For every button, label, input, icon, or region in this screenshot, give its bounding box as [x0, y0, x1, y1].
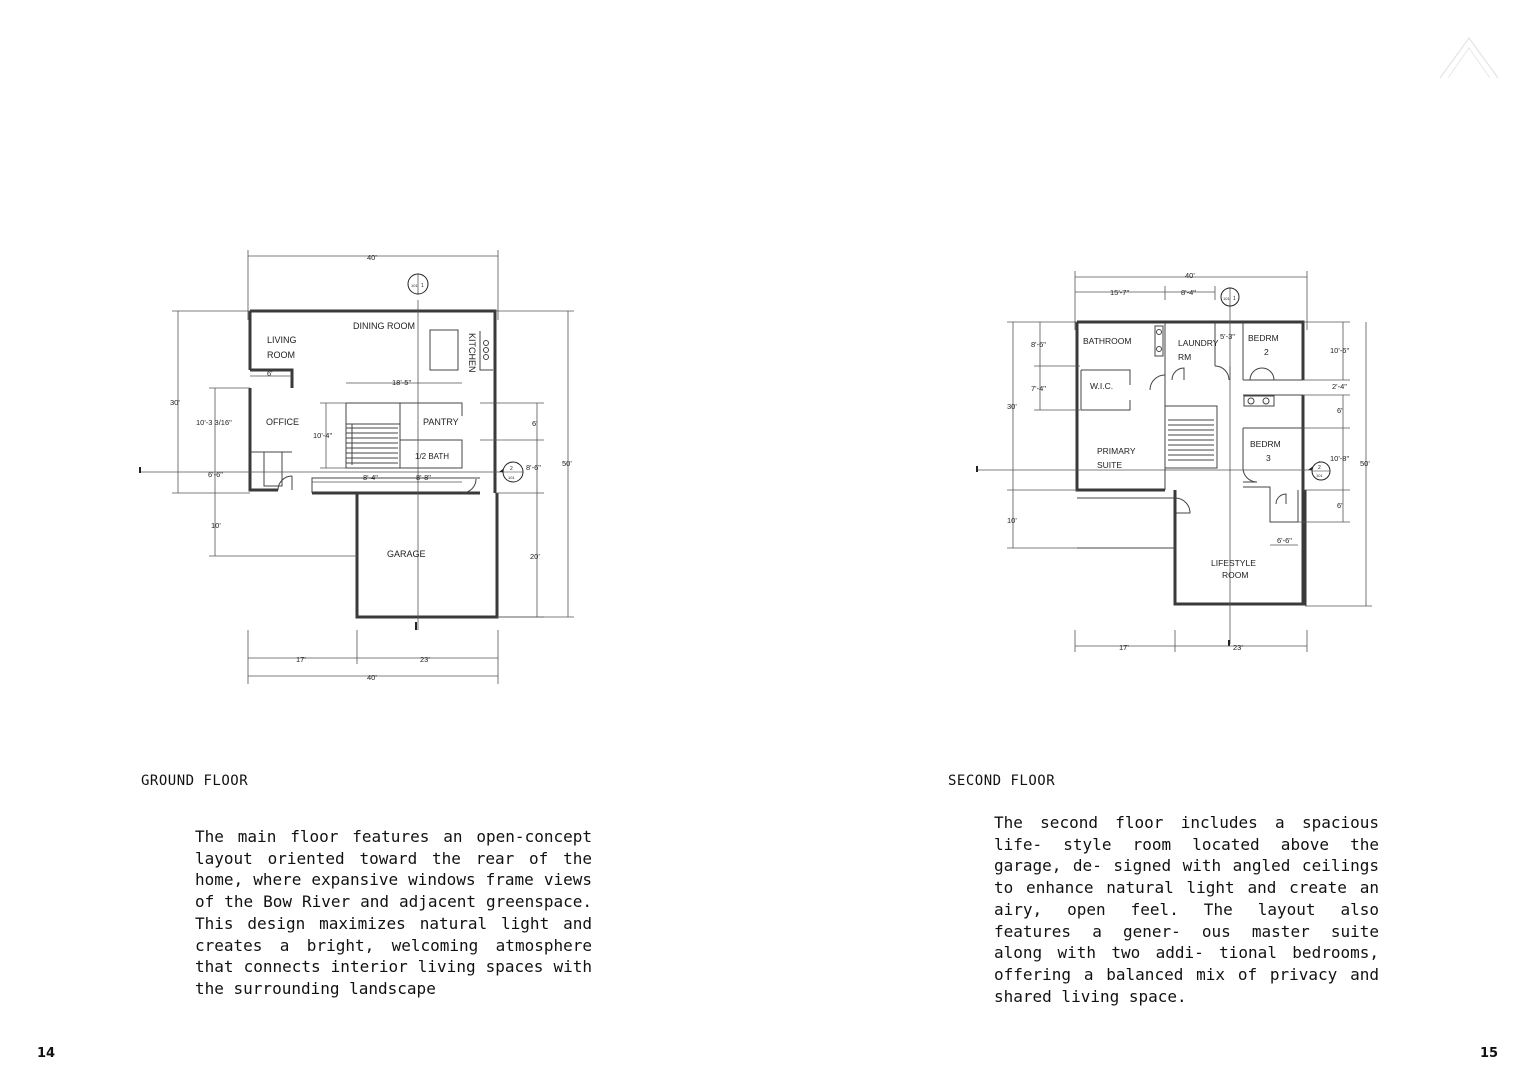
svg-text:6'-6": 6'-6" [208, 470, 223, 479]
svg-text:23': 23' [1233, 643, 1243, 652]
svg-text:17': 17' [1119, 643, 1129, 652]
svg-text:10'-6": 10'-6" [1330, 346, 1350, 355]
svg-text:23': 23' [420, 655, 430, 664]
svg-text:7'-4": 7'-4" [1031, 384, 1046, 393]
second-floor-description: The second floor includes a spacious life- style room located above the garage, de- signed with angled ceilings to enhance natural light and create an airy, open feel. The layout also features a gener- ous master suite along with two addi- tional bedrooms, offering a balanced mix of privacy and shared living space. [994, 813, 1379, 1006]
ground-floor-plan [139, 250, 574, 684]
svg-text:2'-4": 2'-4" [1332, 382, 1347, 391]
svg-text:8'-6": 8'-6" [526, 463, 541, 472]
room-label-lifestyle-2: ROOM [1222, 570, 1249, 580]
svg-text:6'-6": 6'-6" [1277, 536, 1292, 545]
room-label-bedrm2: BEDRM [1248, 333, 1279, 343]
svg-text:10'-8": 10'-8" [1330, 454, 1350, 463]
second-floor-plan [976, 271, 1372, 652]
room-label-primary-2: SUITE [1097, 460, 1123, 470]
logo-mark-icon [1438, 36, 1500, 80]
section-marker-side-2 [1308, 461, 1330, 480]
room-label-laundry-2: RM [1178, 352, 1192, 362]
svg-text:101: 101 [411, 283, 418, 288]
page-number-right: 15 [1480, 1046, 1499, 1061]
svg-text:10': 10' [1007, 516, 1017, 525]
ground-floor-heading: GROUND FLOOR [141, 773, 249, 789]
room-label-garage: GARAGE [387, 549, 426, 559]
svg-text:20': 20' [530, 552, 540, 561]
room-label-office: OFFICE [266, 417, 299, 427]
room-label-lifestyle: LIFESTYLE [1211, 558, 1256, 568]
room-label-bedrm3-num: 3 [1266, 453, 1271, 463]
svg-text:17': 17' [296, 655, 306, 664]
svg-text:6': 6' [532, 419, 538, 428]
room-label-bathroom: BATHROOM [1083, 336, 1132, 346]
svg-text:2: 2 [1318, 465, 1321, 471]
svg-text:50': 50' [1360, 459, 1370, 468]
room-label-bedrm3: BEDRM [1250, 439, 1281, 449]
svg-text:18'-5": 18'-5" [392, 378, 412, 387]
svg-text:8'-4": 8'-4" [363, 473, 378, 482]
svg-text:8'-8": 8'-8" [416, 473, 431, 482]
svg-text:101: 101 [1316, 473, 1323, 478]
second-floor-heading: SECOND FLOOR [948, 773, 1056, 789]
room-label-wic: W.I.C. [1090, 381, 1114, 391]
svg-text:10'-3 3/16": 10'-3 3/16" [196, 418, 232, 427]
svg-text:40': 40' [367, 673, 377, 682]
room-label-kitchen: KITCHEN [467, 333, 477, 373]
room-label-half-bath: 1/2 BATH [415, 452, 450, 461]
section-marker-top [408, 273, 428, 295]
svg-text:40': 40' [1185, 271, 1195, 280]
svg-text:15'-7": 15'-7" [1110, 288, 1130, 297]
svg-text:10': 10' [211, 521, 221, 530]
svg-text:101: 101 [508, 475, 515, 480]
ground-floor-description: The main floor features an open-concept layout oriented toward the rear of the home, where expansive windows frame views of the Bow River and adjacent greenspace. This design maximizes natural light and creates a bright, welcoming atmosphere that connects interior living spaces with the surrounding landscape [195, 827, 592, 998]
svg-text:50': 50' [562, 459, 572, 468]
svg-text:5'-3": 5'-3" [1220, 332, 1235, 341]
svg-text:6': 6' [267, 369, 273, 378]
svg-text:1: 1 [1233, 296, 1236, 302]
svg-text:8'-6": 8'-6" [1031, 340, 1046, 349]
room-label-living-2: ROOM [267, 350, 295, 360]
section-marker-side [499, 462, 523, 482]
svg-text:40': 40' [367, 253, 377, 262]
svg-text:10'-4": 10'-4" [313, 431, 333, 440]
svg-text:30': 30' [1007, 402, 1017, 411]
room-label-pantry: PANTRY [423, 417, 459, 427]
room-label-bedrm2-num: 2 [1264, 347, 1269, 357]
room-label-dining: DINING ROOM [353, 321, 415, 331]
svg-text:8'-4": 8'-4" [1181, 288, 1196, 297]
page-number-left: 14 [37, 1046, 56, 1061]
room-label-primary: PRIMARY [1097, 446, 1136, 456]
svg-text:6': 6' [1337, 406, 1343, 415]
svg-text:1: 1 [421, 283, 424, 289]
svg-text:30': 30' [170, 398, 180, 407]
svg-text:2: 2 [510, 466, 513, 472]
svg-text:101: 101 [1223, 296, 1230, 301]
room-label-living: LIVING [267, 335, 297, 345]
section-marker-top-2 [1221, 287, 1239, 307]
svg-text:6': 6' [1337, 501, 1343, 510]
room-label-laundry: LAUNDRY [1178, 338, 1219, 348]
